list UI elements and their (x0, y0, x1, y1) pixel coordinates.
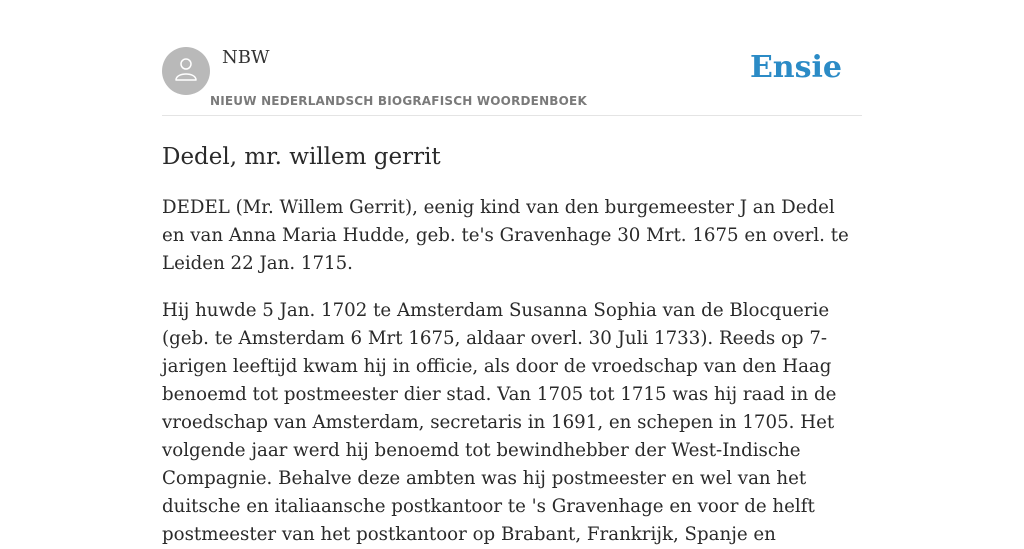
article-paragraph: DEDEL (Mr. Willem Gerrit), eenig kind van den burgemeester J an Dedel en van Anna Maria Hudde, geb. te's Gravenhage 30 Mrt. 1675 en overl. te Leiden 22 Jan. 1715. (162, 197, 849, 274)
user-icon (172, 55, 200, 88)
ensie-logo-link[interactable]: Ensie (749, 50, 842, 85)
article-title: Dedel, mr. willem gerrit (162, 144, 441, 170)
source-header (162, 0, 862, 116)
content-container (162, 0, 862, 549)
article-paragraph: Hij huwde 5 Jan. 1702 te Amsterdam Susanna Sophia van de Blocquerie (geb. te Amsterdam 6 Mrt 1675, aldaar overl. 30 Juli 1733). Reeds op 7-jarigen leeftijd kwam hij in officie, als door de vroedschap van den Haag benoemd tot postmeester dier stad. Van 1705 tot 1715 was hij raad in de vroedschap van Amsterdam, secretaris in 1691, en schepen in 1705. Het volgende jaar werd hij benoemd tot bewindhebber der West-Indische Compagnie. Behalve deze ambten was hij postmeester en wel van het duitsche en italiaansche postkantoor te 's Gravenhage en voor de helft postmeester van het postkantoor op Brabant, Frankrijk, Spanje en (162, 300, 837, 545)
avatar[interactable] (162, 47, 210, 95)
source-full-name: NIEUW NEDERLANDSCH BIOGRAFISCH WOORDENBOEK (210, 94, 587, 108)
source-name-link[interactable]: NBW (222, 47, 270, 68)
